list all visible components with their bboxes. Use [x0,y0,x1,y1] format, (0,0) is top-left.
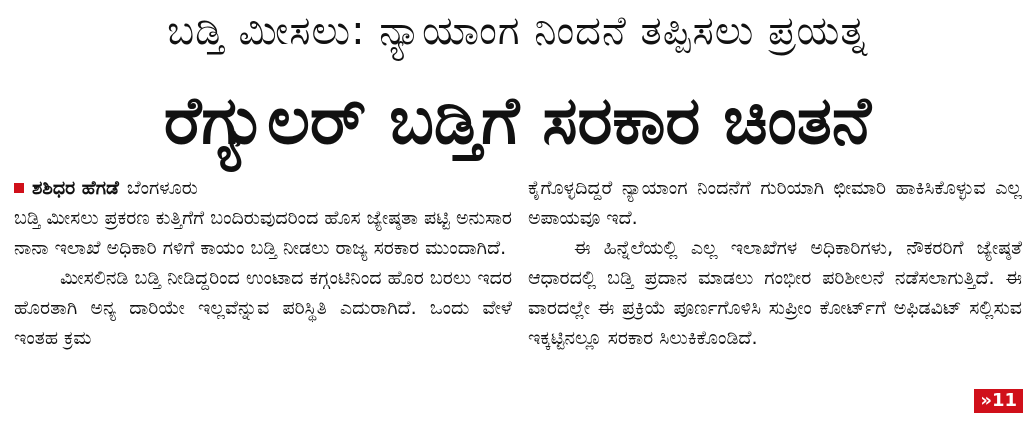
paragraph: ಈ ಹಿನ್ನೆಲೆಯಲ್ಲಿ ಎಲ್ಲ ಇಲಾಖೆಗಳ ಅಧಿಕಾರಿಗಳು, ನೌಕರರಿಗೆ ಜ್ಯೇಷ್ಠತೆ ಆಧಾರದಲ್ಲಿ ಬಡ್ತಿ ಪ್ರದಾನ ಮಾಡಲು ಗಂಭೀರ ಪರಿಶೀಲನೆ ನಡೆಸಲಾಗುತ್ತಿದೆ. ಈ ವಾರದಲ್ಲೇ ಈ ಪ್ರಕ್ರಿಯೆ ಪೂರ್ಣಗೊಳಿಸಿ ಸುಪ್ರೀಂ ಕೋರ್ಟ್‌ಗೆ ಅಫಿಡವಿಟ್ ಸಲ್ಲಿಸುವ ಇಕ್ಕಟ್ಟಿನಲ್ಲೂ ಸರಕಾರ ಸಿಲುಕಿಕೊಂಡಿದೆ. [528,237,1022,349]
article-body [0,173,1035,433]
continued-page-marker[interactable]: »11 [974,389,1023,413]
byline [14,173,512,203]
main-headline: ರೆಗ್ಯುಲರ್ ಬಡ್ತಿಗೆ ಸರಕಾರ ಚಿಂತನೆ [163,82,872,159]
right-column [528,173,1022,353]
paragraph: ಕೈಗೊಳ್ಳದಿದ್ದರೆ ನ್ಯಾಯಾಂಗ ನಿಂದನೆಗೆ ಗುರಿಯಾಗಿ ಛೀಮಾರಿ ಹಾಕಿಸಿಕೊಳ್ಳುವ ಎಲ್ಲ ಅಪಾಯವೂ ಇದೆ. [528,177,1022,229]
paragraph: ಬಡ್ತಿ ಮೀಸಲು ಪ್ರಕರಣ ಕುತ್ತಿಗೆಗೆ ಬಂದಿರುವುದರಿಂದ ಹೊಸ ಜ್ಯೇಷ್ಠತಾ ಪಟ್ಟಿ ಅನುಸಾರ ನಾನಾ ಇಲಾಖೆ ಅಧಿಕಾರಿ ಗಳಿಗೆ ಕಾಯಂ ಬಡ್ತಿ ನೀಡಲು ರಾಜ್ಯ ಸರಕಾರ ಮುಂದಾಗಿದೆ. [14,207,512,259]
dateline-city: ಬೆಂಗಳೂರು [126,177,198,199]
paragraph: ಮೀಸಲಿನಡಿ ಬಡ್ತಿ ನೀಡಿದ್ದರಿಂದ ಉಂಟಾದ ಕಗ್ಗಂಟಿನಿಂದ ಹೊರ ಬರಲು ಇದರ ಹೊರತಾಗಿ ಅನ್ಯ ದಾರಿಯೇ ಇಲ್ಲವೆನ್ನುವ ಪರಿಸ್ಥಿತಿ ಎದುರಾಗಿದೆ. ಒಂದು ವೇಳೆ ಇಂತಹ ಕ್ರಮ [14,267,512,349]
author-name: ಶಶಿಧರ ಹೆಗಡೆ [32,177,119,199]
red-square-bullet-icon [14,183,24,193]
kicker-headline: ಬಡ್ತಿ ಮೀಸಲು: ನ್ಯಾಯಾಂಗ ನಿಂದನೆ ತಪ್ಪಿಸಲು ಪ್ರಯತ್ನ [167,8,868,54]
left-column [14,173,512,353]
